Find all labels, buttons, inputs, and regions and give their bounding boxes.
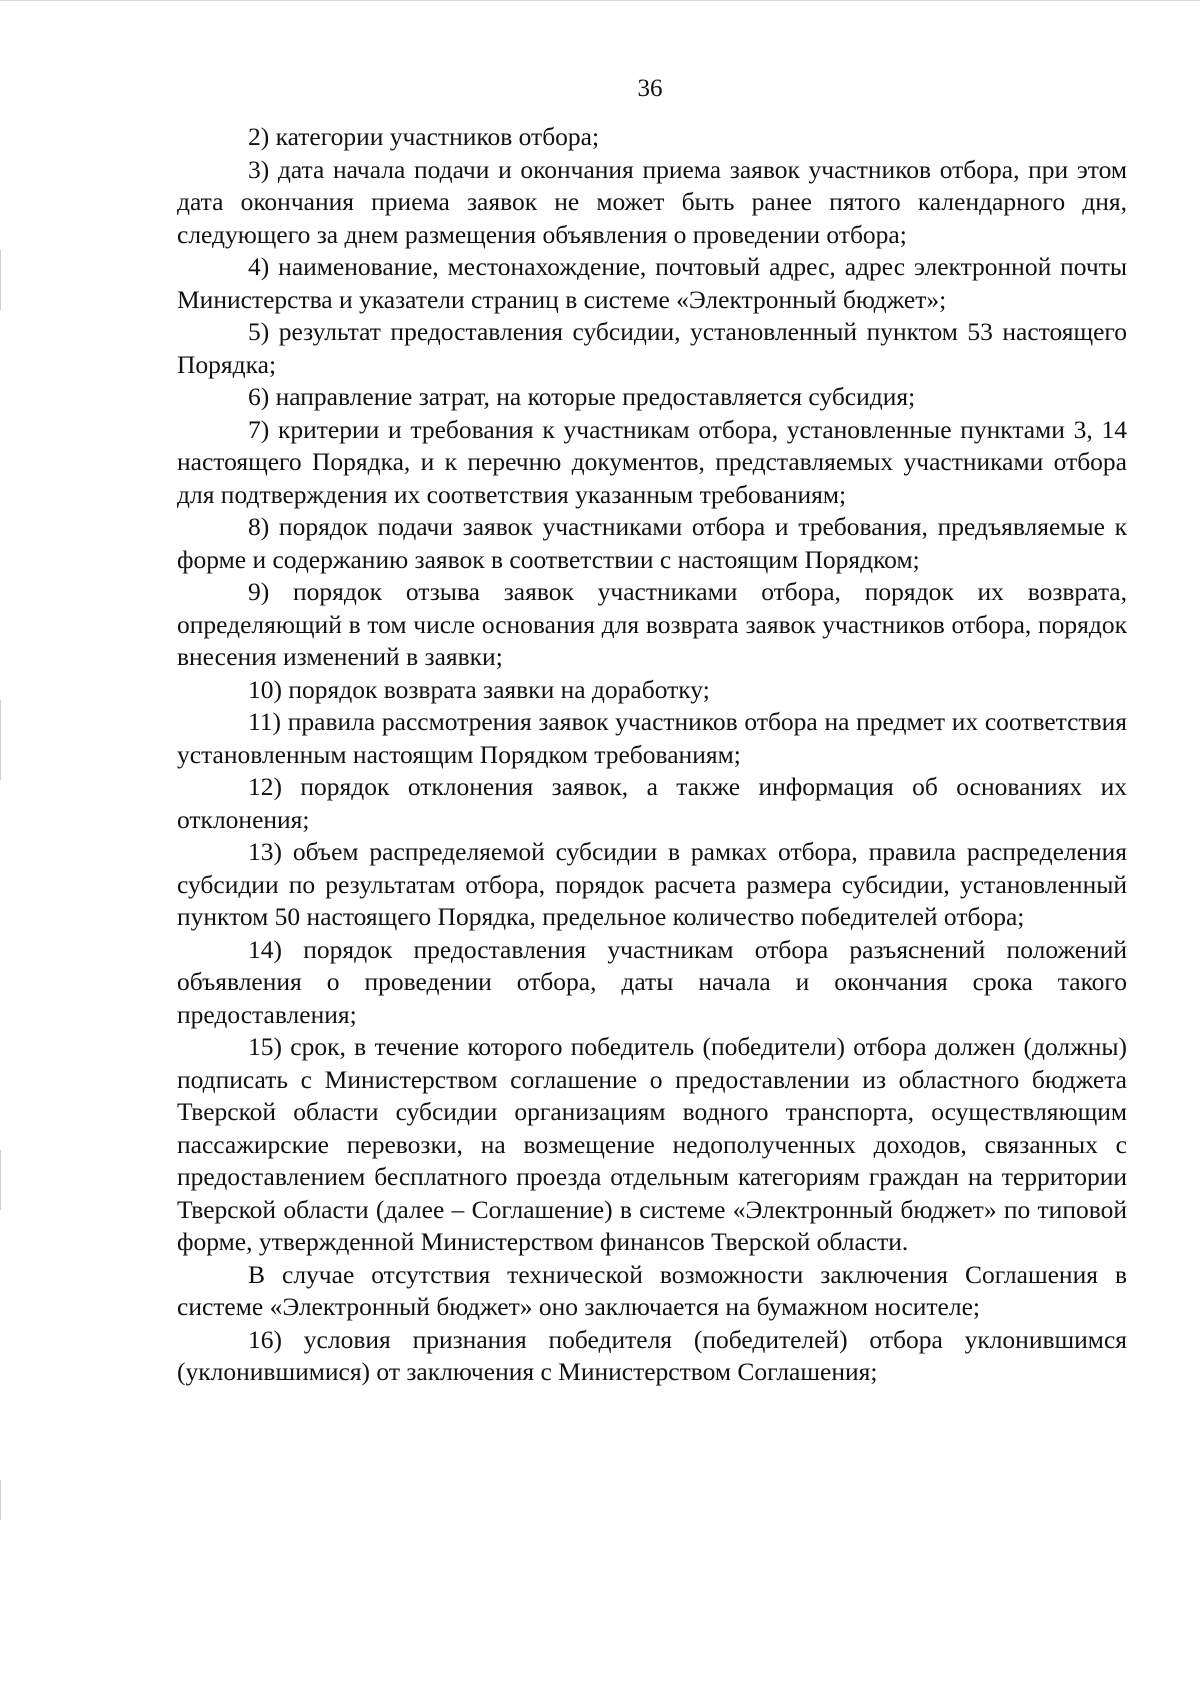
list-item: 12) порядок отклонения заявок, а также информация об основаниях их отклонения; <box>177 772 1127 834</box>
list-item: 9) порядок отзыва заявок участниками отбора, порядок их возврата, определяющий в том числе основания для возврата заявок участников отбора, порядок внесения изменений в заявки; <box>177 577 1127 671</box>
list-item: 13) объем распределяемой субсидии в рамках отбора, правила распределения субсидии по результатам отбора, порядок расчета размера субсидии, установленный пунктом 50 настоящего Порядка, предельное количество победителей отбора; <box>177 837 1127 931</box>
list-item: 3) дата начала подачи и окончания приема заявок участников отбора, при этом дата окончания приема заявок не может быть ранее пятого календарного дня, следующего за днем размещения объявления о проведении отбора; <box>177 154 1127 249</box>
top-edge-line <box>0 0 1200 1</box>
paragraph: В случае отсутствия технической возможности заключения Соглашения в системе «Электронный бюджет» оно заключается на бумажном носителе; <box>177 1259 1127 1321</box>
list-item: 14) порядок предоставления участникам отбора разъяснений положений объявления о проведении отбора, даты начала и окончания срока такого предоставления; <box>177 934 1127 1029</box>
list-item: 8) порядок подачи заявок участниками отбора и требования, предъявляемые к форме и содержанию заявок в соответствии с настоящим Порядком; <box>177 512 1127 574</box>
list-item: 11) правила рассмотрения заявок участников отбора на предмет их соответствия установленным настоящим Порядком требованиям; <box>177 707 1127 769</box>
list-item: 10) порядок возврата заявки на доработку; <box>248 674 710 704</box>
scan-edge-mark <box>0 250 1 310</box>
scan-edge-mark <box>0 1150 1 1210</box>
scan-edge-mark <box>0 700 1 780</box>
list-item: 6) направление затрат, на которые предоставляется субсидия; <box>248 382 916 411</box>
list-item: 2) категории участников отбора; <box>248 122 600 151</box>
list-item: 15) срок, в течение которого победитель (победители) отбора должен (должны) подписать с Министерством соглашение о предоставлении из областного бюджета Тверской области субсидии организациям водного транспорта, осуществляющим пассажирские перевозки, на возмещение недополученных доходов, связанных с предоставлением бесплатного проезда отдельным категориям граждан на территории Тверской области (далее – Соглашение) в системе «Электронный бюджет» по типовой форме, утвержденной Министерством финансов Тверской области. <box>177 1032 1127 1256</box>
list-item: 7) критерии и требования к участникам отбора, установленные пунктами 3, 14 настоящего Порядка, и к перечню документов, представляемых участниками отбора для подтверждения их соответствия указанным требованиям; <box>177 414 1127 509</box>
list-item: 4) наименование, местонахождение, почтовый адрес, адрес электронной почты Министерства и указатели страниц в системе «Электронный бюджет»; <box>177 252 1127 314</box>
document-body <box>177 121 1127 1389</box>
scan-edge-mark <box>0 1480 1 1520</box>
list-item: 16) условия признания победителя (победителей) отбора уклонившимся (уклонившимися) от заключения с Министерством Соглашения; <box>177 1324 1127 1386</box>
list-item: 5) результат предоставления субсидии, установленный пунктом 53 настоящего Порядка; <box>177 317 1127 379</box>
page-number: 36 <box>637 75 663 102</box>
